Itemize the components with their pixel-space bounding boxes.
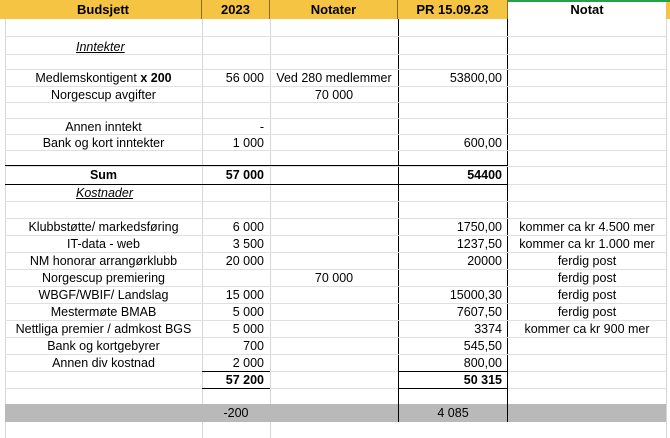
- income-medlem-pr[interactable]: 53800,00: [449, 70, 502, 85]
- section-row-inntekter: [0, 38, 670, 55]
- cost-2023[interactable]: 5 000: [232, 304, 264, 319]
- income-label-annen[interactable]: Annen inntekt: [65, 119, 142, 134]
- cost-label[interactable]: WBGF/WBIF/ Landslag: [38, 287, 169, 302]
- cost-pr[interactable]: 3374: [474, 321, 502, 336]
- cost-2023[interactable]: 20 000: [225, 253, 264, 268]
- table-row: [0, 286, 670, 303]
- cost-sum-row: [0, 371, 670, 388]
- cost-2023[interactable]: 6 000: [232, 219, 264, 234]
- income-norgescup-notater[interactable]: 70 000: [314, 87, 354, 102]
- header-notater[interactable]: Notater: [270, 0, 398, 19]
- cost-sum-border: [202, 388, 270, 389]
- sum-row: [0, 166, 670, 184]
- table-row: [0, 252, 670, 269]
- income-label-bank[interactable]: Bank og kort inntekter: [42, 135, 165, 150]
- table-row: [0, 218, 670, 235]
- gridline: [5, 201, 666, 202]
- medlem-label-text: Medlemskontigent: [35, 70, 141, 85]
- cost-notater[interactable]: [270, 286, 398, 303]
- income-medlem-2023[interactable]: 56 000: [225, 70, 264, 85]
- cost-pr[interactable]: 545,50: [463, 338, 502, 353]
- table-row: [0, 320, 670, 337]
- table-row: [0, 69, 670, 86]
- cost-pr[interactable]: 800,00: [463, 355, 502, 370]
- table-row: [0, 269, 670, 286]
- selection-indicator: [508, 0, 670, 2]
- cost-2023[interactable]: [202, 269, 270, 286]
- cost-notater[interactable]: [270, 320, 398, 337]
- cost-notat[interactable]: kommer ca kr 900 mer: [524, 321, 650, 336]
- cost-2023[interactable]: 700: [243, 338, 264, 353]
- cost-pr[interactable]: 1237,50: [456, 236, 502, 251]
- cost-pr[interactable]: 1750,00: [456, 219, 502, 234]
- cost-sum-2023[interactable]: 57 200: [225, 372, 264, 387]
- cost-notat[interactable]: ferdig post: [557, 253, 617, 268]
- cost-notater[interactable]: [270, 252, 398, 269]
- cost-pr[interactable]: 7607,50: [456, 304, 502, 319]
- cost-2023[interactable]: 3 500: [232, 236, 264, 251]
- cost-notat[interactable]: ferdig post: [557, 304, 617, 319]
- income-label-norgescup[interactable]: Norgescup avgifter: [51, 87, 156, 102]
- cost-2023[interactable]: 5 000: [232, 321, 264, 336]
- income-bank-pr[interactable]: 600,00: [463, 135, 502, 150]
- income-sum-label[interactable]: Sum: [89, 168, 118, 182]
- income-sum-pr[interactable]: 54400: [467, 168, 502, 182]
- header-row: [0, 0, 670, 19]
- cost-notater[interactable]: [270, 354, 398, 371]
- cost-notat[interactable]: kommer ca kr 4.500 mer: [519, 219, 655, 234]
- result-2023[interactable]: -200: [223, 406, 249, 420]
- cost-2023[interactable]: 15 000: [225, 287, 264, 302]
- medlem-label-multiplier: x 200: [140, 70, 172, 85]
- cost-pr[interactable]: 20000: [467, 253, 502, 268]
- section-inntekter[interactable]: Inntekter: [76, 39, 125, 54]
- cost-label[interactable]: IT-data - web: [67, 236, 140, 251]
- table-row: [0, 118, 670, 135]
- cost-notater[interactable]: [270, 235, 398, 252]
- cost-notat[interactable]: kommer ca kr 1.000 mer: [519, 236, 655, 251]
- header-notat[interactable]: Notat: [508, 0, 666, 19]
- table-row: [0, 134, 670, 151]
- cost-label[interactable]: Annen div kostnad: [52, 355, 155, 370]
- cost-sum-pr[interactable]: 50 315: [463, 372, 502, 387]
- section-kostnader[interactable]: Kostnader: [76, 185, 133, 200]
- cost-label[interactable]: Nettliga premier / admkost BGS: [15, 321, 192, 336]
- section-row-kostnader: [0, 184, 670, 201]
- result-row: [5, 404, 666, 422]
- cost-label[interactable]: Norgescup premiering: [42, 270, 165, 285]
- income-sum-2023[interactable]: 57 000: [225, 168, 264, 182]
- cost-sum-border: [398, 388, 508, 389]
- header-2023[interactable]: 2023: [202, 0, 270, 19]
- table-row: [0, 235, 670, 252]
- cost-notat[interactable]: [508, 354, 666, 371]
- table-row: [0, 337, 670, 354]
- income-medlem-notater[interactable]: Ved 280 medlemmer: [276, 70, 392, 85]
- cost-notater[interactable]: [270, 303, 398, 320]
- header-budsjett[interactable]: Budsjett: [5, 0, 202, 19]
- cost-notat[interactable]: ferdig post: [557, 270, 617, 285]
- cost-label[interactable]: Klubbstøtte/ markedsføring: [28, 219, 179, 234]
- cost-notater[interactable]: [270, 337, 398, 354]
- result-pr[interactable]: 4 085: [398, 404, 508, 422]
- cost-pr[interactable]: 15000,30: [449, 287, 502, 302]
- table-row: [0, 354, 670, 371]
- cost-pr[interactable]: [398, 269, 508, 286]
- gridline: [5, 36, 666, 37]
- income-annen-2023[interactable]: -: [259, 119, 264, 134]
- header-pr[interactable]: PR 15.09.23: [398, 0, 508, 19]
- cost-label[interactable]: Mestermøte BMAB: [50, 304, 157, 319]
- cost-label[interactable]: NM honorar arrangørklubb: [29, 253, 178, 268]
- cost-notater[interactable]: [270, 218, 398, 235]
- cost-notat[interactable]: [508, 337, 666, 354]
- table-row: [0, 303, 670, 320]
- cost-label[interactable]: Bank og kortgebyrer: [47, 338, 160, 353]
- cost-notater[interactable]: 70 000: [314, 270, 354, 285]
- gridline: [5, 388, 666, 389]
- table-row: [0, 86, 670, 103]
- income-bank-2023[interactable]: 1 000: [232, 135, 264, 150]
- cost-2023[interactable]: 2 000: [232, 355, 264, 370]
- cost-notat[interactable]: ferdig post: [557, 287, 617, 302]
- income-label-medlem[interactable]: [5, 69, 202, 86]
